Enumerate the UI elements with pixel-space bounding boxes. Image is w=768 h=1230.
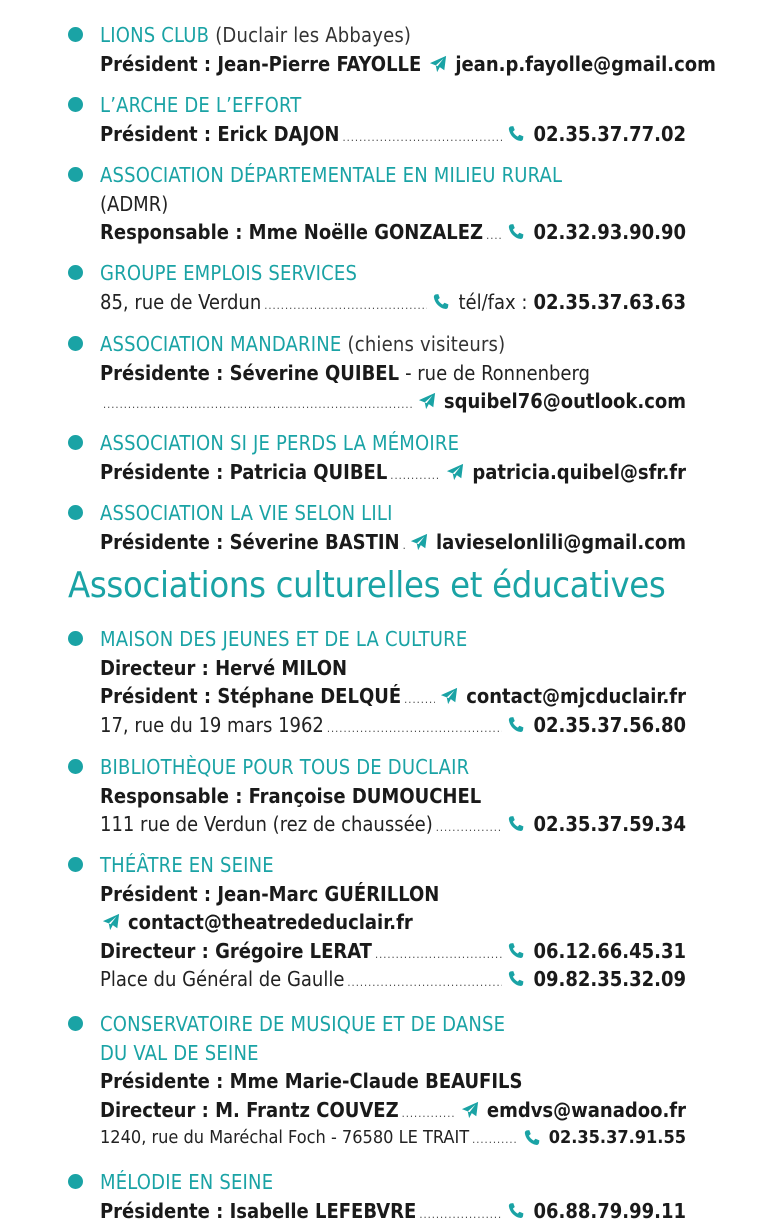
entry-line — [100, 909, 686, 935]
contact-person: Directeur : Hervé MILON — [100, 655, 348, 680]
paper-plane-icon — [461, 1101, 479, 1119]
contact-person: Présidente : Patricia QUIBEL — [100, 459, 388, 484]
bullet-dot — [68, 336, 83, 351]
paper-plane-icon — [446, 463, 464, 481]
entry-title — [100, 1011, 686, 1037]
dot-leader — [403, 533, 405, 559]
phone-icon — [507, 716, 525, 734]
entry-line — [100, 655, 686, 681]
entry-name: GROUPE EMPLOIS SERVICES — [100, 261, 358, 285]
address: Place du Général de Gaulle — [100, 967, 345, 991]
dot-leader — [343, 125, 503, 151]
entry-line — [100, 51, 716, 77]
phone-icon — [507, 1202, 525, 1220]
email-link: jean.p.fayolle@gmail.com — [455, 51, 716, 76]
entry-line — [100, 966, 686, 992]
contact-person: Président : Jean-Pierre FAYOLLE — [100, 51, 422, 76]
entry-name: ASSOCIATION SI JE PERDS LA MÉMOIRE — [100, 431, 460, 455]
phone-icon — [507, 125, 525, 143]
entry-title — [100, 754, 686, 780]
email-link: emdvs@wanadoo.fr — [486, 1097, 686, 1122]
phone-number: 06.88.79.99.11 — [533, 1198, 686, 1223]
entry-subtitle: (ADMR) — [100, 191, 169, 216]
entry-line — [100, 712, 686, 738]
dot-leader — [472, 1127, 518, 1153]
phone-icon — [507, 942, 525, 960]
phone-icon — [432, 293, 450, 311]
dot-leader — [264, 293, 427, 319]
entry-title — [100, 852, 686, 878]
phone-number: 06.12.66.45.31 — [533, 938, 686, 963]
bullet-dot — [68, 27, 83, 42]
contact-person: Responsable : Mme Noëlle GONZALEZ — [100, 220, 484, 244]
phone-icon — [507, 970, 525, 988]
entry-name-line2: DU VAL DE SEINE — [100, 1040, 259, 1065]
entry-line — [100, 811, 686, 837]
entry-line — [100, 121, 686, 147]
entry-line — [100, 360, 686, 386]
contact-person: Président : Erick DAJON — [100, 121, 340, 146]
dot-leader — [404, 687, 435, 713]
email-link: lavieselonlili@gmail.com — [435, 529, 686, 554]
entry-name: LIONS CLUB — [100, 23, 210, 47]
contact-person: Président : Stéphane DELQUÉ — [100, 684, 402, 708]
entry-line — [100, 388, 686, 414]
paper-plane-icon — [102, 913, 120, 931]
dot-leader — [327, 716, 503, 742]
email-link: patricia.quibel@sfr.fr — [472, 459, 686, 484]
email-link: contact@theatrededuclair.fr — [128, 910, 413, 934]
paper-plane-icon — [410, 533, 428, 551]
contact-person: Présidente : Séverine QUIBEL — [100, 360, 400, 385]
bullet-dot — [68, 97, 83, 112]
entry-line — [100, 683, 686, 709]
phone-prefix: tél/fax : — [458, 289, 528, 314]
entry-title — [100, 500, 686, 526]
address: 111 rue de Verdun (rez de chaussée) — [100, 812, 433, 836]
dot-leader — [436, 815, 503, 841]
entry-name-suffix: (Duclair les Abbayes) — [215, 23, 412, 47]
entry-title — [100, 260, 686, 286]
entry-line — [100, 529, 686, 555]
paper-plane-icon — [418, 392, 436, 410]
contact-person: Responsable : Françoise DUMOUCHEL — [100, 783, 482, 808]
entry-name-suffix: (chiens visiteurs) — [347, 332, 506, 356]
paper-plane-icon — [440, 687, 458, 705]
dot-leader — [375, 942, 503, 968]
dot-leader — [486, 223, 502, 249]
address-note: - rue de Ronnenberg — [405, 360, 590, 385]
bullet-dot — [68, 167, 83, 182]
bullet-dot — [68, 435, 83, 450]
entry-name: THÉÂTRE EN SEINE — [100, 853, 274, 877]
phone-number: 09.82.35.32.09 — [533, 967, 686, 991]
dot-leader — [390, 463, 441, 489]
entry-title — [100, 626, 686, 652]
entry-name: ASSOCIATION DÉPARTEMENTALE EN MILIEU RURAL — [100, 163, 563, 187]
entry-title — [100, 22, 686, 48]
email-link: squibel76@outlook.com — [443, 389, 686, 413]
entry-line — [100, 219, 686, 245]
email-link: contact@mjcduclair.fr — [466, 684, 686, 708]
bullet-dot — [68, 1174, 83, 1189]
entry-name: L’ARCHE DE L’EFFORT — [100, 93, 302, 117]
address: 17, rue du 19 mars 1962 — [100, 712, 324, 737]
entry-title — [100, 430, 686, 456]
phone-number: 02.35.37.56.80 — [533, 712, 686, 737]
contact-person: Directeur : Grégoire LERAT — [100, 938, 372, 963]
entry-title — [100, 331, 686, 357]
phone-number: 02.35.37.63.63 — [533, 289, 686, 314]
entry-line — [100, 783, 686, 809]
phone-number: 02.35.37.59.34 — [533, 812, 686, 836]
bullet-dot — [68, 265, 83, 280]
entry-title-line2 — [100, 1040, 686, 1066]
bullet-dot — [68, 1016, 83, 1031]
phone-number: 02.35.37.77.02 — [533, 121, 686, 146]
phone-icon — [507, 815, 525, 833]
dot-leader — [402, 1101, 456, 1127]
bullet-dot — [68, 505, 83, 520]
contact-person: Présidente : Mme Marie-Claude BEAUFILS — [100, 1069, 523, 1093]
phone-icon — [507, 223, 525, 241]
entry-line — [100, 938, 686, 964]
entry-title — [100, 92, 686, 118]
bullet-dot — [68, 631, 83, 646]
section-title: Associations culturelles et éducatives — [68, 565, 666, 606]
bullet-dot — [68, 759, 83, 774]
dot-leader — [347, 970, 502, 996]
bullet-dot — [68, 857, 83, 872]
entry-line — [100, 1125, 686, 1151]
entry-name: ASSOCIATION LA VIE SELON LILI — [100, 501, 393, 525]
entry-line — [100, 289, 686, 315]
entry-name: ASSOCIATION MANDARINE — [100, 332, 342, 356]
address: 1240, rue du Maréchal Foch - 76580 LE TRAIT — [100, 1127, 470, 1148]
entry-line — [100, 191, 686, 217]
entry-line — [100, 1097, 686, 1123]
contact-person: Président : Jean-Marc GUÉRILLON — [100, 881, 440, 906]
dot-leader — [419, 1202, 502, 1228]
phone-icon — [523, 1129, 541, 1147]
phone-number: 02.32.93.90.90 — [533, 220, 686, 244]
entry-title — [100, 1169, 686, 1195]
entry-name: BIBLIOTHÈQUE POUR TOUS DE DUCLAIR — [100, 755, 470, 779]
entry-title — [100, 162, 686, 188]
entry-line — [100, 1068, 686, 1094]
address: 85, rue de Verdun — [100, 289, 262, 314]
entry-line — [100, 1198, 686, 1224]
entry-line — [100, 459, 686, 485]
contact-person: Directeur : M. Frantz COUVEZ — [100, 1097, 399, 1122]
contact-person: Présidente : Isabelle LEFEBVRE — [100, 1198, 417, 1223]
dot-leader — [103, 392, 413, 418]
entry-name: MAISON DES JEUNES ET DE LA CULTURE — [100, 627, 468, 651]
entry-line — [100, 881, 686, 907]
entry-name: MÉLODIE EN SEINE — [100, 1170, 274, 1194]
contact-person: Présidente : Séverine BASTIN — [100, 529, 400, 554]
phone-number: 02.35.37.91.55 — [548, 1127, 686, 1148]
paper-plane-icon — [429, 55, 447, 73]
entry-name: CONSERVATOIRE DE MUSIQUE ET DE DANSE — [100, 1012, 506, 1036]
